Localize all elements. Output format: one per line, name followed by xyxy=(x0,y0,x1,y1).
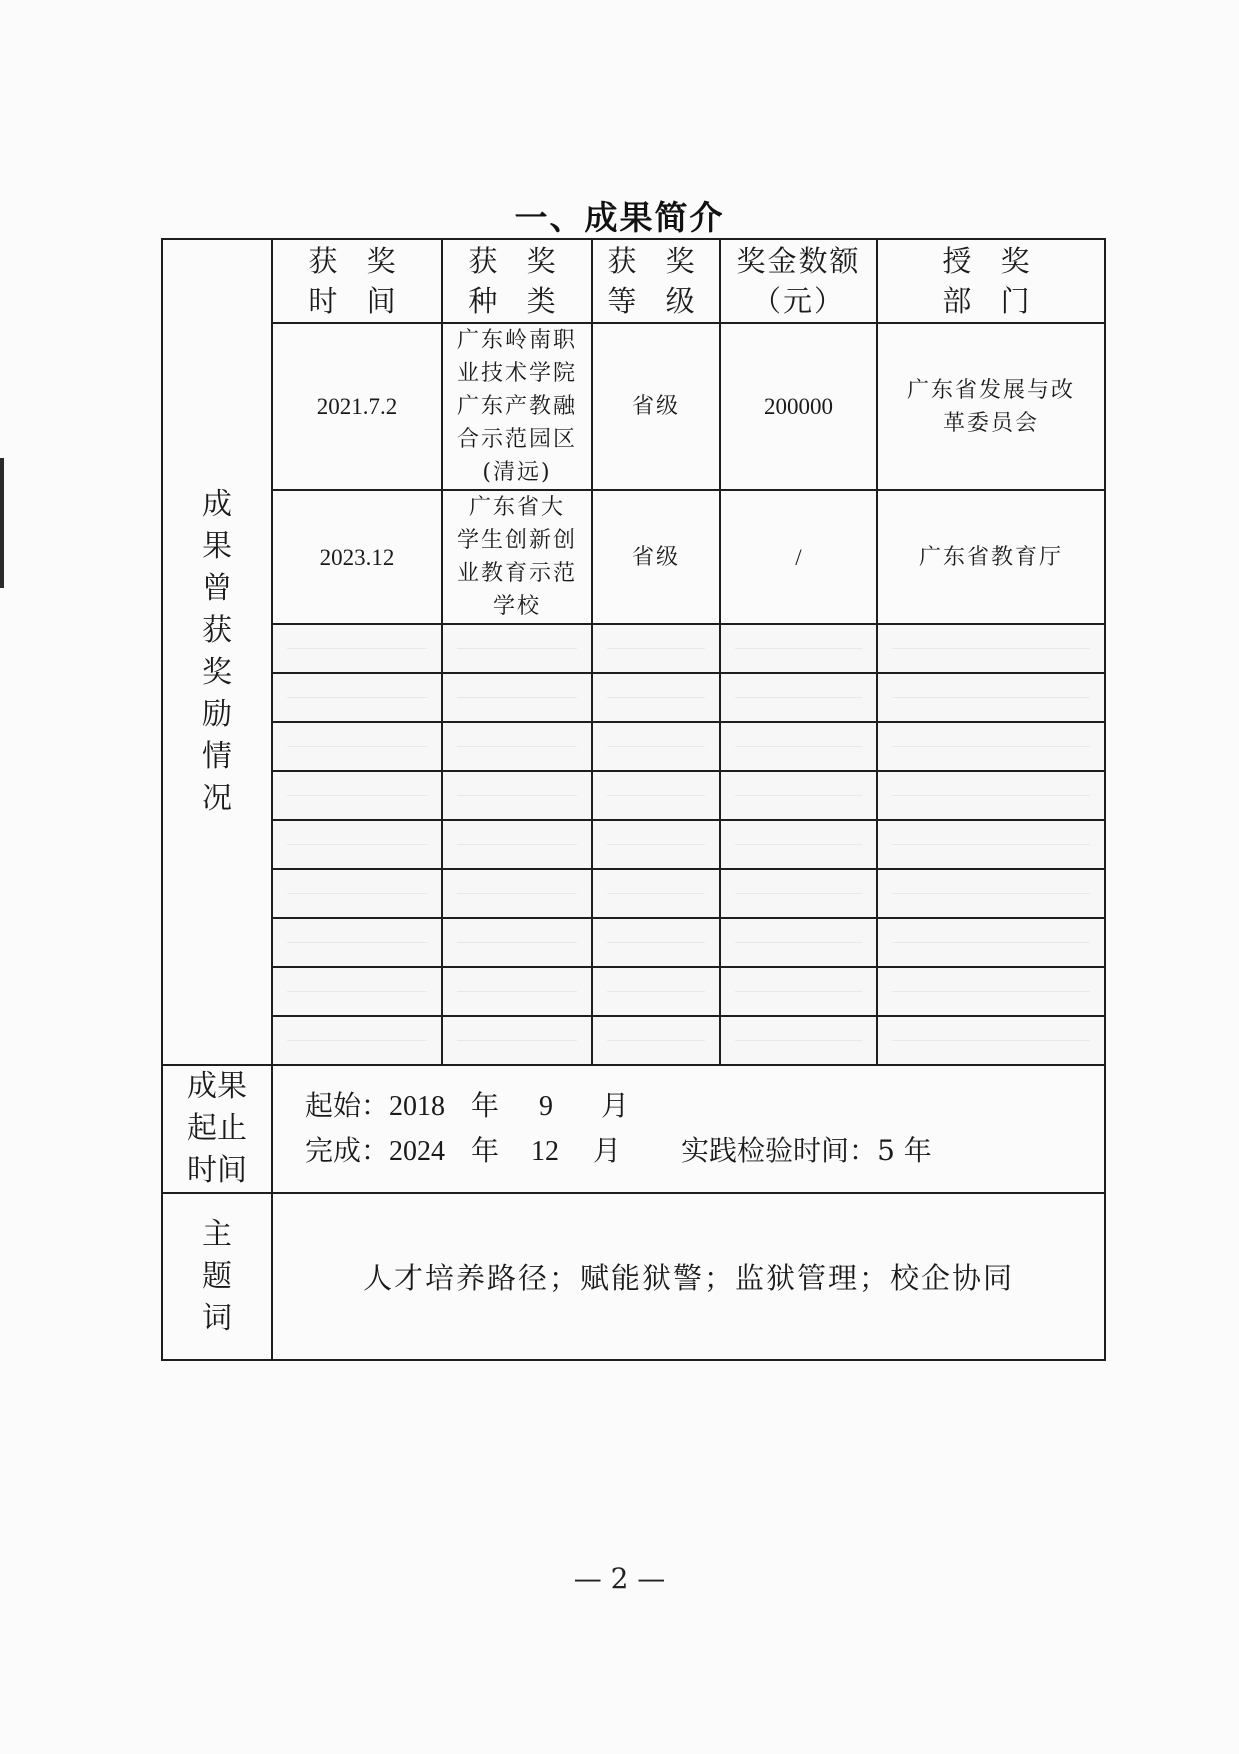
awards-label-char: 成 xyxy=(202,487,232,522)
blank-cell xyxy=(272,918,442,967)
blank-cell xyxy=(877,624,1105,673)
award-level: 省级 xyxy=(592,490,720,624)
award-type xyxy=(442,323,592,490)
award-amount: 200000 xyxy=(720,323,877,490)
blank-cell xyxy=(442,722,592,771)
award-type-line: 业教育示范 xyxy=(456,561,577,586)
page-number: — 2 — xyxy=(573,1562,666,1595)
blank-cell xyxy=(720,624,877,673)
theme-label-line: 主 xyxy=(202,1216,232,1252)
awards-section-label xyxy=(162,239,272,1065)
award-type-line: 广东省大 xyxy=(468,495,565,520)
header-line: 部 门 xyxy=(942,284,1040,318)
blank-cell xyxy=(592,673,720,722)
blank-cell xyxy=(442,1016,592,1065)
header-line: 授 奖 xyxy=(942,244,1040,278)
award-level: 省级 xyxy=(592,323,720,490)
award-type-line: 广东岭南职 xyxy=(456,328,577,353)
blank-cell xyxy=(272,869,442,918)
award-type-line: 学生创新创 xyxy=(456,528,577,553)
blank-award-row xyxy=(162,820,1105,869)
scan-edge-mark xyxy=(0,458,4,588)
blank-cell xyxy=(877,918,1105,967)
header-line: 获 奖 xyxy=(607,244,705,278)
period-label-line: 成果 xyxy=(187,1069,247,1104)
month-unit: 月 xyxy=(593,1134,622,1167)
awards-label-char: 获 xyxy=(202,613,232,648)
header-award-type xyxy=(442,239,592,323)
blank-award-row xyxy=(162,722,1105,771)
blank-cell xyxy=(877,869,1105,918)
award-amount: / xyxy=(720,490,877,624)
blank-award-row xyxy=(162,624,1105,673)
awards-label-char: 奖 xyxy=(202,655,232,690)
blank-award-row xyxy=(162,673,1105,722)
blank-award-row xyxy=(162,771,1105,820)
award-row xyxy=(162,490,1105,624)
theme-label-line: 词 xyxy=(202,1300,232,1336)
blank-cell xyxy=(877,820,1105,869)
period-label-line: 时间 xyxy=(187,1153,247,1188)
award-dept xyxy=(877,490,1105,624)
page-title: 一、成果简介 xyxy=(514,198,725,237)
awards-label-char: 情 xyxy=(202,739,232,774)
award-time: 2023.12 xyxy=(272,490,442,624)
award-dept xyxy=(877,323,1105,490)
blank-cell xyxy=(720,673,877,722)
blank-cell xyxy=(720,918,877,967)
blank-cell xyxy=(720,1016,877,1065)
blank-award-row xyxy=(162,967,1105,1016)
award-type-line: 业技术学院 xyxy=(456,361,577,386)
period-start-line xyxy=(305,1084,1104,1129)
period-label xyxy=(162,1065,272,1193)
blank-cell xyxy=(442,967,592,1016)
end-month: 12 xyxy=(531,1136,560,1167)
start-year: 2018 xyxy=(389,1091,446,1122)
blank-cell xyxy=(877,722,1105,771)
header-line: 获 奖 xyxy=(308,244,406,278)
blank-cell xyxy=(592,820,720,869)
end-label: 完成： xyxy=(305,1134,390,1167)
award-type-line: 合示范园区 xyxy=(456,427,577,452)
year-unit: 年 xyxy=(471,1089,500,1122)
blank-cell xyxy=(272,967,442,1016)
award-dept-line: 广东省发展与改 xyxy=(906,377,1075,403)
award-row xyxy=(162,323,1105,490)
award-type-line: 学校 xyxy=(492,594,541,619)
blank-cell xyxy=(877,967,1105,1016)
award-type xyxy=(442,490,592,624)
blank-cell xyxy=(442,820,592,869)
end-year: 2024 xyxy=(389,1136,446,1167)
blank-cell xyxy=(877,673,1105,722)
header-award-amount xyxy=(720,239,877,323)
blank-cell xyxy=(720,722,877,771)
awards-label-char: 果 xyxy=(202,529,232,564)
awards-label-char: 励 xyxy=(202,697,232,732)
start-label: 起始： xyxy=(305,1089,390,1122)
award-time: 2021.7.2 xyxy=(272,323,442,490)
blank-cell xyxy=(442,918,592,967)
blank-cell xyxy=(272,722,442,771)
blank-cell xyxy=(592,869,720,918)
blank-cell xyxy=(442,869,592,918)
awards-header-row xyxy=(162,239,1105,323)
header-line: （元） xyxy=(751,284,845,318)
year-unit: 年 xyxy=(471,1134,500,1167)
blank-cell xyxy=(720,771,877,820)
theme-label xyxy=(162,1193,272,1360)
blank-cell xyxy=(720,820,877,869)
blank-award-row xyxy=(162,869,1105,918)
theme-label-line: 题 xyxy=(202,1258,232,1294)
blank-cell xyxy=(720,967,877,1016)
blank-cell xyxy=(442,673,592,722)
award-dept-line: 革委员会 xyxy=(942,410,1039,436)
theme-keywords: 人才培养路径；赋能狱警；监狱管理；校企协同 xyxy=(272,1193,1105,1360)
award-type-line: (清远) xyxy=(482,460,552,485)
header-line: 时 间 xyxy=(308,284,406,318)
header-line: 种 类 xyxy=(468,284,566,318)
start-month: 9 xyxy=(539,1091,554,1122)
blank-cell xyxy=(592,722,720,771)
header-line: 等 级 xyxy=(607,284,705,318)
blank-cell xyxy=(272,820,442,869)
blank-cell xyxy=(720,869,877,918)
practice-value: 5 年 xyxy=(877,1134,932,1167)
blank-cell xyxy=(592,918,720,967)
awards-label-char: 况 xyxy=(202,781,232,816)
blank-cell xyxy=(592,624,720,673)
blank-cell xyxy=(592,771,720,820)
header-award-time xyxy=(272,239,442,323)
period-content xyxy=(272,1065,1105,1193)
blank-cell xyxy=(592,1016,720,1065)
practice-label: 实践检验时间： xyxy=(681,1134,878,1167)
blank-award-row xyxy=(162,1016,1105,1065)
header-line: 获 奖 xyxy=(468,244,566,278)
blank-cell xyxy=(442,624,592,673)
award-dept-line: 广东省教育厅 xyxy=(918,544,1063,570)
blank-cell xyxy=(877,771,1105,820)
blank-cell xyxy=(272,1016,442,1065)
theme-row xyxy=(162,1193,1105,1360)
blank-cell xyxy=(272,624,442,673)
blank-cell xyxy=(272,673,442,722)
blank-cell xyxy=(442,771,592,820)
blank-award-row xyxy=(162,918,1105,967)
period-end-line xyxy=(305,1129,1104,1174)
period-row xyxy=(162,1065,1105,1193)
month-unit: 月 xyxy=(601,1089,630,1122)
blank-cell xyxy=(877,1016,1105,1065)
achievement-summary-table xyxy=(161,238,1106,1361)
header-award-dept xyxy=(877,239,1105,323)
blank-cell xyxy=(592,967,720,1016)
awards-label-char: 曾 xyxy=(202,571,232,606)
period-label-line: 起止 xyxy=(187,1111,247,1146)
award-type-line: 广东产教融 xyxy=(456,394,577,419)
header-award-level xyxy=(592,239,720,323)
blank-cell xyxy=(272,771,442,820)
header-line: 奖金数额 xyxy=(736,244,861,278)
